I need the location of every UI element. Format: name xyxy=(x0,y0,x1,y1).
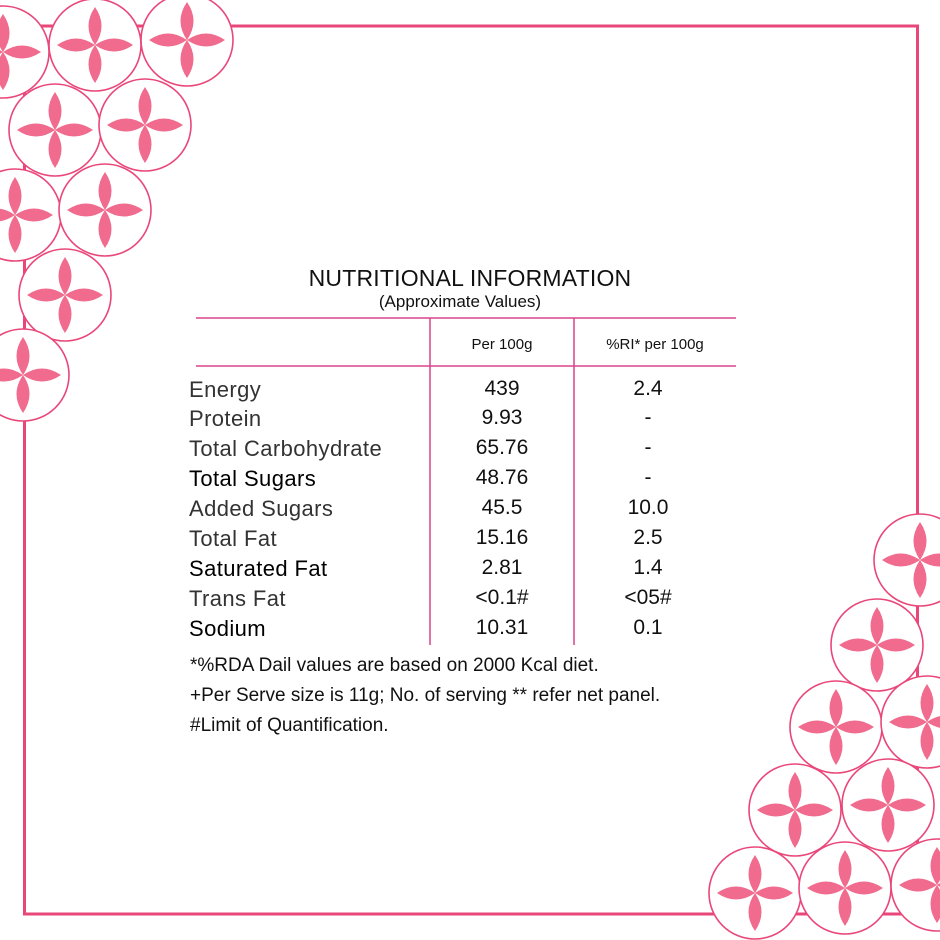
table-row xyxy=(0,436,940,466)
flower-tile xyxy=(709,847,801,939)
nutrient-name: Total Fat xyxy=(189,526,277,551)
nutrient-name: Total Carbohydrate xyxy=(189,436,383,461)
panel-subtitle: (Approximate Values) xyxy=(378,292,542,311)
per-100g-value: 15.16 xyxy=(475,526,529,549)
table-row xyxy=(0,496,940,526)
column-header-ri: %RI* per 100g xyxy=(606,336,704,353)
nutrient-name: Protein xyxy=(189,406,262,431)
flower-tile xyxy=(9,84,101,176)
flower-tile xyxy=(0,169,61,261)
table-row xyxy=(0,377,940,407)
table-row xyxy=(0,466,940,496)
table-row xyxy=(0,526,940,556)
flower-tile xyxy=(49,0,141,91)
footnote-serve-size: +Per Serve size is 11g; No. of serving ** refer net panel. xyxy=(190,685,661,706)
per-100g-value: 10.31 xyxy=(475,616,529,639)
ri-value: <05# xyxy=(624,586,672,609)
nutrient-name: Saturated Fat xyxy=(189,556,328,581)
flower-tile xyxy=(141,0,233,86)
ri-value: - xyxy=(644,406,652,429)
flower-tile xyxy=(749,764,841,856)
nutrient-name: Total Sugars xyxy=(189,466,317,491)
panel-title: NUTRITIONAL INFORMATION xyxy=(308,265,632,291)
ri-value: 2.5 xyxy=(633,526,663,549)
nutrient-name: Energy xyxy=(189,377,262,402)
nutrient-name: Added Sugars xyxy=(189,496,334,521)
per-100g-value: 45.5 xyxy=(481,496,523,519)
ri-value: 10.0 xyxy=(627,496,669,519)
table-row xyxy=(0,586,940,616)
flower-tile xyxy=(0,6,49,98)
ri-value: - xyxy=(644,436,652,459)
ri-value: 1.4 xyxy=(633,556,663,579)
flower-tile xyxy=(799,842,891,934)
per-100g-value: 48.76 xyxy=(475,466,529,489)
per-100g-value: <0.1# xyxy=(475,586,529,609)
flower-tile xyxy=(842,759,934,851)
ri-value: 2.4 xyxy=(633,377,663,400)
per-100g-value: 439 xyxy=(484,377,520,400)
flower-tile xyxy=(59,164,151,256)
table-row xyxy=(0,616,940,646)
footnote-limit: #Limit of Quantification. xyxy=(190,715,389,736)
flower-tile xyxy=(790,681,882,773)
footnote-rda: *%RDA Dail values are based on 2000 Kcal diet. xyxy=(190,655,599,676)
flower-tile xyxy=(99,79,191,171)
flower-tile xyxy=(891,839,940,931)
per-100g-value: 65.76 xyxy=(475,436,529,459)
per-100g-value: 2.81 xyxy=(481,556,523,579)
nutrient-name: Trans Fat xyxy=(189,586,286,611)
column-header-per-100g: Per 100g xyxy=(471,336,533,353)
table-row xyxy=(0,406,940,436)
ri-value: - xyxy=(644,466,652,489)
ri-value: 0.1 xyxy=(633,616,663,639)
nutrient-name: Sodium xyxy=(189,616,266,641)
table-row xyxy=(0,556,940,586)
per-100g-value: 9.93 xyxy=(481,406,523,429)
